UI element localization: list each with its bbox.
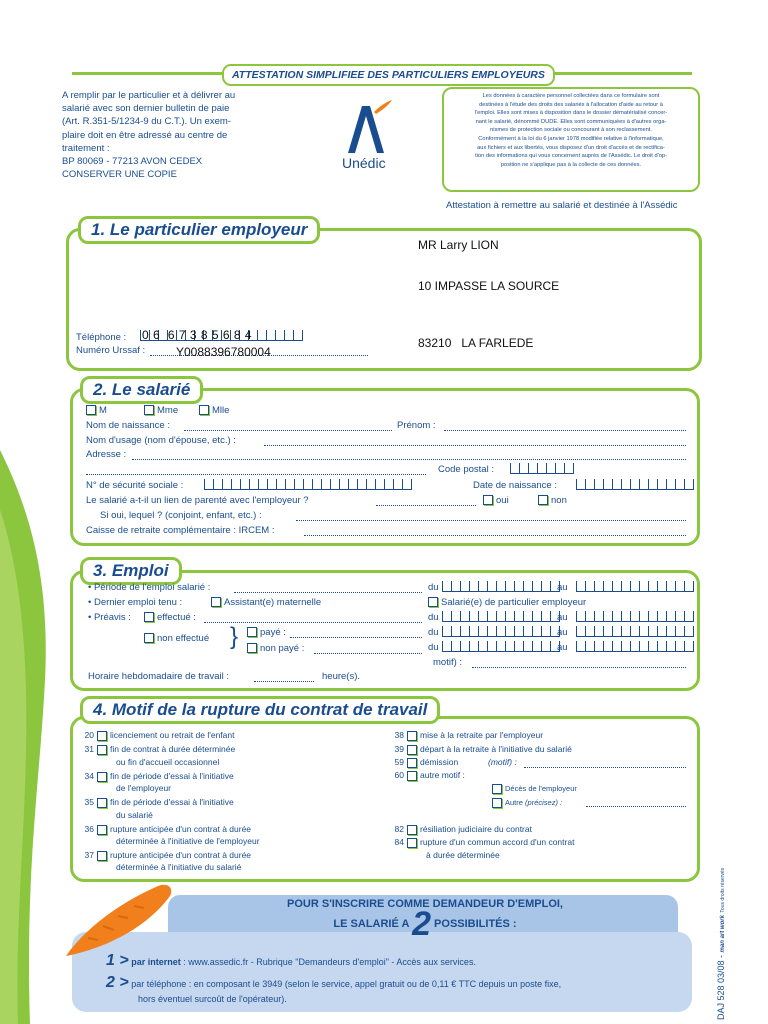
section-employeur — [66, 228, 702, 371]
motif-31-cont: ou fin d'accueil occasionnel — [116, 757, 220, 767]
paye-label: payé : — [260, 627, 286, 638]
motif-text: départ à la retraite à l'initiative du salarié — [420, 744, 572, 754]
motif-number: 35 — [84, 797, 94, 807]
preciser-label: (précisez) : — [525, 798, 563, 807]
checkbox-mlle[interactable] — [199, 405, 209, 415]
adresse-label: Adresse : — [86, 449, 127, 460]
motif-number: 82 — [394, 824, 404, 834]
au-label: au — [557, 582, 568, 593]
motif-number: 37 — [84, 850, 94, 860]
motif-number: 36 — [84, 824, 94, 834]
side-reference — [716, 868, 726, 1020]
oui-label: oui — [496, 495, 509, 506]
mlle-label: Mlle — [212, 405, 230, 416]
section-4-title: 4. Motif de la rupture du contrat de travail — [80, 696, 440, 724]
salarie-particulier-option[interactable] — [428, 597, 586, 608]
m-label: M — [99, 405, 107, 416]
non-effectue-option[interactable] — [144, 633, 209, 644]
au-label: au — [557, 627, 568, 638]
motif-84[interactable] — [388, 837, 574, 848]
non-paye-au-cells[interactable] — [576, 641, 694, 652]
non-label: non — [551, 495, 567, 506]
nom-usage-field[interactable] — [264, 445, 686, 446]
civilite-m[interactable] — [86, 405, 107, 416]
periode-field[interactable] — [234, 592, 422, 593]
checkbox-motif-39[interactable] — [407, 745, 417, 755]
header-instructions — [62, 89, 235, 181]
option-internet — [106, 952, 476, 970]
preavis-label: • Préavis : — [88, 612, 131, 623]
section-3-title: 3. Emploi — [80, 557, 182, 585]
checkbox-deces[interactable] — [492, 784, 502, 794]
motif-36-cont: déterminée à l'initiative de l'employeur — [116, 836, 260, 846]
nom-naissance-label: Nom de naissance : — [86, 420, 170, 431]
non-effectue-label: non effectué — [157, 633, 210, 644]
non-paye-du-cells[interactable] — [442, 641, 560, 652]
checkbox-paye[interactable] — [247, 627, 257, 637]
privacy-notice-box — [442, 87, 700, 192]
checkbox-motif-84[interactable] — [407, 838, 417, 848]
nom-naissance-field[interactable] — [184, 430, 392, 431]
form-title: ATTESTATION SIMPLIFIEE DES PARTICULIERS EMPLOYEURS — [222, 64, 555, 86]
option-2-number: 2 > — [106, 974, 129, 991]
caisse-field[interactable] — [304, 535, 686, 536]
privacy-line: aux fichiers et aux libertés, vous disposez d'un droit d'accès et de rectifica- — [477, 144, 665, 151]
effectue-label: effectué : — [157, 612, 196, 623]
du-label: du — [428, 612, 439, 623]
lequel-field[interactable] — [296, 520, 686, 521]
instruction-line: CONSERVER UNE COPIE — [62, 169, 177, 181]
telephone-label: Téléphone : — [76, 332, 127, 343]
checkbox-oui[interactable] — [483, 495, 493, 505]
footer-heading-1: POUR S'INSCRIRE COMME DEMANDEUR D'EMPLOI, — [287, 898, 563, 910]
code-postal-label: Code postal : — [438, 464, 494, 475]
brace-icon: } — [230, 623, 239, 650]
motif-39[interactable] — [388, 744, 572, 755]
assistant-option[interactable] — [211, 597, 321, 608]
footer-heading-2 — [170, 905, 680, 943]
checkbox-non[interactable] — [538, 495, 548, 505]
checkbox-mme[interactable] — [144, 405, 154, 415]
civilite-mlle[interactable] — [199, 405, 229, 416]
privacy-line: Conformément à la loi du 6 janvier 1978 modifiée relative à l'informatique, — [478, 135, 664, 142]
du-label: du — [428, 582, 439, 593]
motif-text: rupture anticipée d'un contrat à durée — [110, 850, 252, 860]
urssaf-value: Y0088396780004 — [176, 345, 271, 359]
logo-wordmark: Unédic — [342, 155, 386, 171]
urssaf-label: Numéro Urssaf : — [76, 345, 146, 356]
motif-number: 38 — [394, 730, 404, 740]
checkbox-motif-37[interactable] — [97, 851, 107, 861]
motif-31[interactable] — [78, 744, 235, 755]
big-two: 2 — [412, 905, 431, 943]
unedic-logo-icon — [340, 98, 400, 156]
horaire-label: Horaire hebdomadaire de travail : — [88, 671, 229, 682]
checkbox-m[interactable] — [86, 405, 96, 415]
telephone-value: 0 6 6 7 3 8 5 6 8 4 — [142, 328, 253, 342]
date-naissance-label: Date de naissance : — [473, 480, 557, 491]
non-paye-option[interactable] — [247, 643, 304, 654]
periode-label: • Période de l'emploi salarié : — [88, 582, 211, 593]
prenom-label: Prénom : — [397, 420, 436, 431]
checkbox-motif-38[interactable] — [407, 731, 417, 741]
motif-34[interactable] — [78, 771, 234, 782]
side-code: DAJ 528 03/08 - — [716, 954, 726, 1020]
periode-du-cells[interactable] — [442, 581, 560, 592]
heures-label: heure(s). — [322, 671, 361, 682]
secu-label: N° de sécurité sociale : — [86, 480, 184, 491]
checkbox-motif-35[interactable] — [97, 798, 107, 808]
employer-name: MR Larry LION — [418, 238, 499, 252]
checkbox-non-effectue[interactable] — [144, 633, 154, 643]
instruction-line: BP 80069 - 77213 AVON CEDEX — [62, 156, 203, 168]
motif-text: démission — [420, 757, 459, 767]
au-label: au — [557, 612, 568, 623]
footer-heading-2a: LE SALARIÉ A — [333, 918, 409, 930]
motif-text: fin de période d'essai à l'initiative — [110, 771, 234, 781]
motif-84-cont: à durée déterminée — [426, 850, 500, 860]
motif-text: mise à la retraite par l'employeur — [420, 730, 544, 740]
motif-field[interactable] — [472, 667, 686, 668]
autre-field[interactable] — [586, 806, 686, 807]
paye-option[interactable] — [247, 627, 286, 638]
non-paye-field[interactable] — [314, 653, 422, 654]
privacy-line: nant le salarié, dénommé DUDE. Elles sont communiquées à d'autres orga- — [475, 118, 667, 125]
motif-34-cont: de l'employeur — [116, 783, 172, 793]
section-2-title: 2. Le salarié — [80, 376, 203, 404]
motif-82[interactable] — [388, 824, 532, 835]
mme-label: Mme — [157, 405, 179, 416]
parente-non[interactable] — [538, 495, 567, 506]
checkbox-motif-31[interactable] — [97, 745, 107, 755]
checkbox-motif-36[interactable] — [97, 825, 107, 835]
privacy-line: destinées à l'étude des droits des salariés à l'allocation d'aide au retour à — [479, 101, 663, 108]
du-label: du — [428, 642, 439, 653]
privacy-line: tion des informations qui vous concernent auprès de l'Assédic. Le droit d'op- — [475, 153, 667, 160]
motif-number: 60 — [394, 770, 404, 780]
caisse-label: Caisse de retraite complémentaire : IRCEM : — [86, 525, 275, 536]
option-1-text: : www.assedic.fr - Rubrique "Demandeurs d'emploi" - Accès aux services. — [180, 957, 476, 967]
demission-motif-field[interactable] — [524, 767, 686, 768]
remettre-note: Attestation à remettre au salarié et destinée à l'Assédic — [446, 200, 678, 211]
autre-label: Autre — [505, 798, 523, 807]
option-telephone — [106, 974, 561, 992]
instruction-line: plaire doit en être adressé au centre de — [62, 129, 228, 141]
motif-number: 84 — [394, 837, 404, 847]
employer-address: 10 IMPASSE LA SOURCE — [418, 279, 560, 293]
motif-37[interactable] — [78, 850, 251, 861]
parente-oui[interactable] — [483, 495, 509, 506]
checkbox-motif-60[interactable] — [407, 771, 417, 781]
paye-au-cells[interactable] — [576, 626, 694, 637]
checkbox-effectue[interactable] — [144, 612, 154, 622]
effectue-du-cells[interactable] — [442, 611, 560, 622]
motif-text: autre motif : — [420, 770, 465, 780]
lequel-label: Si oui, lequel ? (conjoint, enfant, etc.) : — [100, 510, 262, 521]
motif-59[interactable] — [388, 757, 458, 768]
option-1-bold: par internet — [131, 957, 181, 967]
section-1-title: 1. Le particulier employeur — [78, 216, 320, 244]
motif-60[interactable] — [388, 770, 465, 781]
checkbox-autre[interactable] — [492, 798, 502, 808]
motif-text: rupture anticipée d'un contrat à durée — [110, 824, 252, 834]
motif-number: 34 — [84, 771, 94, 781]
checkbox-assistant[interactable] — [211, 597, 221, 607]
parente-leader — [376, 505, 476, 506]
option-telephone-cont: hors éventuel surcoût de l'opérateur). — [138, 994, 287, 1004]
paye-du-cells[interactable] — [442, 626, 560, 637]
motif-text: fin de contrat à durée déterminée — [110, 744, 236, 754]
option-1-number: 1 > — [106, 952, 129, 969]
motif-37-cont: déterminée à l'initiative du salarié — [116, 862, 242, 872]
motif-35[interactable] — [78, 797, 234, 808]
motif-number: 39 — [394, 744, 404, 754]
au-label: au — [557, 642, 568, 653]
effectue-au-cells[interactable] — [576, 611, 694, 622]
motif-text: résiliation judiciaire du contrat — [420, 824, 532, 834]
paye-field[interactable] — [290, 637, 422, 638]
motif-38[interactable] — [388, 730, 543, 741]
checkbox-salarie-particulier[interactable] — [428, 597, 438, 607]
checkbox-motif-34[interactable] — [97, 772, 107, 782]
autre-option[interactable] — [492, 798, 562, 808]
deces-label: Décès de l'employeur — [505, 784, 577, 793]
motif-text: rupture d'un commun accord d'un contrat — [420, 837, 575, 847]
adresse-field-2[interactable] — [86, 474, 426, 475]
adresse-field[interactable] — [132, 459, 686, 460]
checkbox-non-paye[interactable] — [247, 643, 257, 653]
motif-36[interactable] — [78, 824, 251, 835]
instruction-line: salarié avec son dernier bulletin de paie — [62, 103, 230, 115]
parente-label: Le salarié a-t-il un lien de parenté avec l'employeur ? — [86, 495, 309, 506]
secu-cells[interactable] — [204, 479, 412, 490]
motif-text: fin de période d'essai à l'initiative — [110, 797, 234, 807]
motif-number: 59 — [394, 757, 404, 767]
motif-text: licenciement ou retrait de l'enfant — [110, 730, 235, 740]
motif-20[interactable] — [78, 730, 234, 741]
assistant-label: Assistant(e) maternelle — [224, 597, 322, 608]
instruction-line: traitement : — [62, 142, 110, 154]
code-postal-cells[interactable] — [510, 463, 574, 474]
instruction-line: (Art. R.351-5/1234-9 du C.T.). Un exem- — [62, 116, 231, 128]
option-2-text: par téléphone : en composant le 3949 (selon le service, appel gratuit ou de 0,11 € TTC depuis un poste fixe, — [131, 979, 562, 989]
employer-city: 83210 LA FARLEDE — [418, 336, 534, 350]
du-label: du — [428, 627, 439, 638]
motif-number: 20 — [84, 730, 94, 740]
motif-label: motif) : — [433, 657, 463, 668]
motif-35-cont: du salarié — [116, 810, 153, 820]
privacy-line: l'emploi. Elles sont mises à disposition dans le dossier dématérialisé concer- — [474, 110, 668, 117]
checkbox-motif-59[interactable] — [407, 758, 417, 768]
privacy-line: nismes de protection sociale ou concourant à son reclassement. — [490, 127, 652, 134]
effectue-option[interactable] — [144, 612, 196, 623]
deces-option[interactable] — [492, 784, 577, 794]
nom-usage-label: Nom d'usage (nom d'épouse, etc.) : — [86, 435, 236, 446]
dernier-emploi-label: • Dernier emploi tenu : — [88, 597, 183, 608]
demission-motif-label: (motif) : — [488, 757, 517, 767]
side-rights: Tous droits réservés — [720, 867, 726, 913]
privacy-line: position ne s'applique pas à la collecte de ces données. — [500, 161, 642, 168]
periode-au-cells[interactable] — [576, 581, 694, 592]
salarie-particulier-label: Salarié(e) de particulier employeur — [441, 597, 587, 608]
horaire-field[interactable] — [254, 681, 314, 682]
non-paye-label: non payé : — [260, 643, 305, 654]
checkbox-motif-82[interactable] — [407, 825, 417, 835]
instruction-line: A remplir par le particulier et à délivrer au — [62, 90, 236, 101]
date-naissance-cells[interactable] — [576, 479, 694, 490]
checkbox-motif-20[interactable] — [97, 731, 107, 741]
civilite-mme[interactable] — [144, 405, 178, 416]
footer-heading-2b: POSSIBILITÉS : — [434, 918, 517, 930]
side-art: man art work — [720, 915, 726, 953]
prenom-field[interactable] — [444, 430, 686, 431]
motif-number: 31 — [84, 744, 94, 754]
carrot-icon — [58, 878, 178, 962]
privacy-line: Les données à caractère personnel collectées dans ce formulaire sont — [482, 93, 660, 99]
